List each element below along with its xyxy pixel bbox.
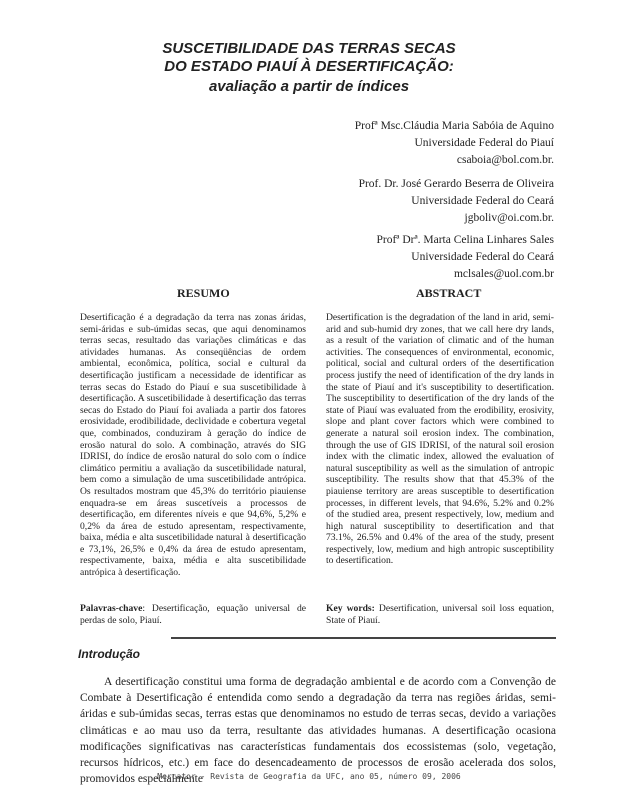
author-name: Prof. Dr. José Gerardo Beserra de Oliveira [358,178,554,190]
author-institution: Universidade Federal do Piauí [414,137,554,149]
author-email: mclsales@uol.com.br [453,268,554,280]
abstract-heading: ABSTRACT [416,286,482,300]
keywords-label: Key words: [326,603,375,614]
introducao-text: A desertificação constitui uma forma de degradação ambiental e de acordo com a Convenção de Combate à Desertificação é entendida como sendo a degradação da terra nas regiões áridas, semi-áridas e sub-úmidas secas, terras estas que denominamos no estudo de terras secas, devido a variações climáticas e ao mau uso da terra, resultante das atividades humanas. A desertificação ocasiona modificações significativas nas características fundamentais dos ecossistemas (solo, vegetação, recursos hídricos, etc.) em face do desencadeamento de processos de erosão acelerada dos solos, promovidos especialmente [80,676,556,786]
author-name: Profª Msc.Cláudia Maria Sabóia de Aquino [354,120,554,132]
keywords-text: : Desertificação, equação universal de perdas de solo, Piauí. [80,603,306,626]
keywords-text: Desertification, universal soil loss equation, State of Piauí. [326,603,554,626]
author-institution: Universidade Federal do Ceará [411,195,554,207]
page-footer: Mercator - Revista de Geografia da UFC, ano 05, número 09, 2006 [157,772,461,781]
abstract-keywords [326,603,554,626]
author-block-2 [359,176,554,227]
author-email: jgboliv@oi.com.br. [464,212,554,224]
introducao-heading: Introdução [78,647,140,661]
author-institution: Universidade Federal do Ceará [411,251,554,263]
section-divider [171,637,556,639]
abstract-text: Desertification is the degradation of the land in arid, semi-arid and sub-humid dry zones, that we call here dry lands, as a result of the variation of climatic and of the human activities. The consequences of environmental, economic, political, social and cultural orders of the desertification process justify the need of identification of the dry lands in the state of Piauí and it's susceptibility to desertification. The susceptibility to desertification of the dry lands of the state of Piauí was evaluated from the erodibility, erosivity, slope and plant cover factors which were combined to generate a natural soil erosion index. The combination, through the use of GIS IDRISI, of the natural soil erosion index with the climatic index, allowed the evaluation of natural susceptibility as well as the simulation of antropic susceptibility. The results show that that 45.3% of the piauiense territory are areas susceptible to desertification processes, in different levels, that 94.6%, 5.2% and 0.2% of the studied area, present respectively, low, medium and high natural susceptibility to desertification and that 73.1%, 26.5% and 0.4% of the area of the study, present respectively, low, medium and high antropic susceptibility to desertification. [326,312,554,567]
keywords-label: Palavras-chave [80,603,143,614]
title-line-2: DO ESTADO PIAUÍ À DESERTIFICAÇÃO: [164,58,454,75]
resumo-heading: RESUMO [177,286,230,300]
resumo-text: Desertificação é a degradação da terra nas zonas áridas, semi-áridas e sub-úmidas secas, que aqui denominamos terras secas, resultado das variações climáticas e das atividades humanas. As conseqüências de ordem ambiental, econômica, política, social e cultural da desertificação justificam a necessidade de identificar as terras secas do Estado do Piauí e sua suscetibilidade à desertificação. A suscetibilidade à desertificação das terras secas do Estado do Piauí foi avaliada a partir dos fatores erosividade, erodibilidade, declividade e cobertura vegetal que, combinados, conduziram à geração do índice de erosão natural do solo. A combinação, através do SIG IDRISI, do índice de erosão natural do solo com o índice climático permitiu a avaliação da suscetibilidade natural, bem como a simulação de uma suscetibilidade antrópica. Os resultados mostram que 45,3% do território piauiense enquadra-se em áreas suscetíveis a processos de desertificação, em diferentes níveis e que 94,6%, 5,2% e 0,2% da área de estudo apresentam, respectivamente, baixa, média e alta suscetibilidade natural à desertificação e 73,1%, 26,5% e 0,4% da área de estudo apresentam, respectivamente, baixa, média e alta suscetibilidade antrópica à desertificação. [80,312,306,579]
author-block-3 [376,232,554,283]
resumo-keywords [80,603,306,626]
author-block-1 [355,118,554,169]
author-email: csaboia@bol.com.br. [456,154,554,166]
author-name: Profª Drª. Marta Celina Linhares Sales [376,234,554,246]
title-line-1: SUSCETIBILIDADE DAS TERRAS SECAS [162,40,456,57]
title-subtitle: avaliação a partir de índices [208,78,410,95]
